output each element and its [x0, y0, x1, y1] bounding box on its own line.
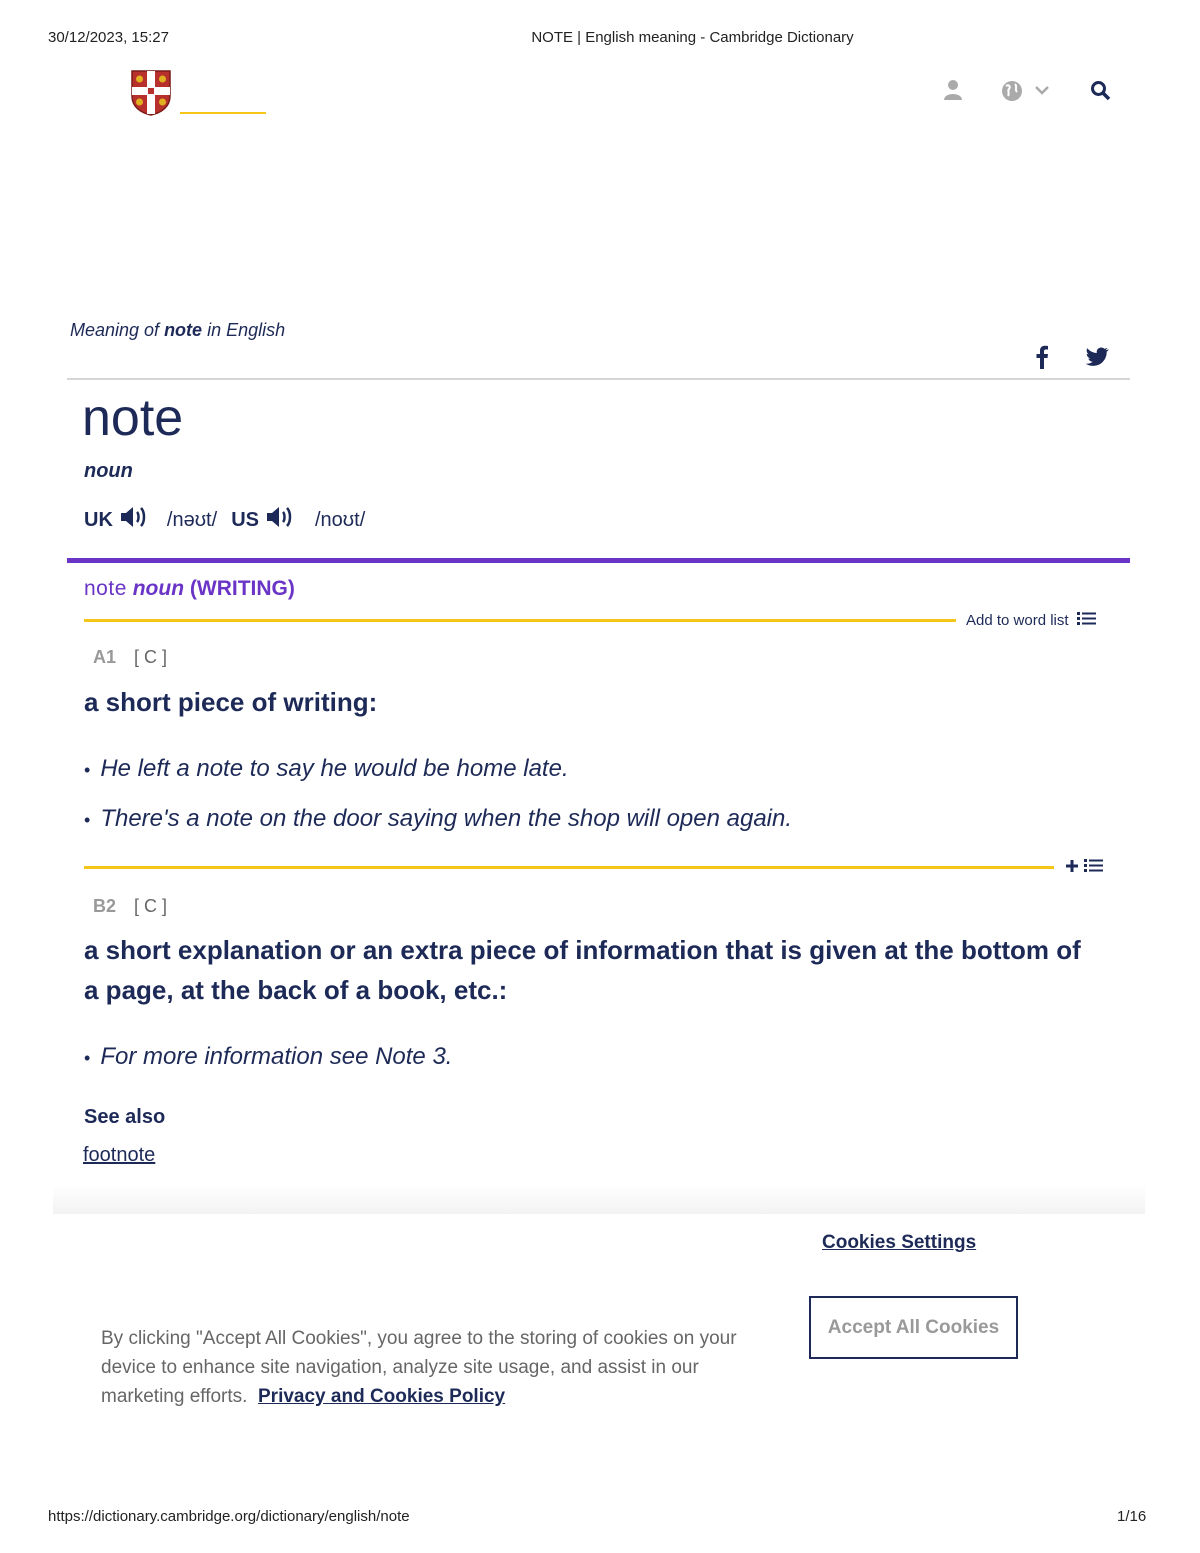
- level-badge: B2: [93, 896, 117, 916]
- print-url: https://dictionary.cambridge.org/dictionary/english/note: [48, 1508, 410, 1525]
- headword: note: [82, 389, 184, 447]
- add-to-word-list-label: Add to word list: [966, 612, 1069, 629]
- meaning-suffix: in English: [202, 320, 286, 340]
- audio-uk-icon[interactable]: [119, 505, 149, 535]
- pron-us-ipa: /noʊt/: [314, 508, 366, 531]
- definition-rule: [84, 619, 956, 622]
- definition-rule: [84, 866, 1054, 869]
- meaning-prefix: Meaning of: [70, 320, 165, 340]
- user-icon[interactable]: [943, 79, 963, 101]
- cookie-text-line: device to enhance site navigation, analyze site usage, and assist in our: [101, 1357, 699, 1378]
- cookie-text-line: [101, 1382, 737, 1411]
- sense-pos: noun: [132, 577, 185, 600]
- see-also-link[interactable]: footnote: [83, 1144, 156, 1166]
- search-icon[interactable]: [1090, 80, 1112, 102]
- twitter-icon[interactable]: [1085, 347, 1109, 367]
- sense-word: note: [84, 577, 127, 600]
- example-text: For more information see Note 3.: [100, 1043, 453, 1070]
- add-to-word-list-button[interactable]: [966, 611, 1096, 630]
- pronunciation-row: [84, 505, 365, 535]
- sense-guideword: (WRITING): [189, 577, 295, 600]
- cookie-text-line3: marketing efforts.: [101, 1386, 248, 1407]
- cookie-banner-shadow: [53, 1184, 1145, 1214]
- pron-uk-label: UK: [84, 508, 113, 531]
- sense-divider: [67, 558, 1130, 563]
- cookies-settings-link[interactable]: Cookies Settings: [822, 1232, 977, 1253]
- meaning-heading: [70, 320, 285, 341]
- definition-text-line-1: a short explanation or an extra piece of information that is given at the bottom of: [84, 935, 1081, 965]
- cookie-text-line: By clicking "Accept All Cookies", you agree to the storing of cookies on your: [101, 1328, 737, 1349]
- sense-heading: [84, 577, 295, 601]
- privacy-policy-link[interactable]: Privacy and Cookies Policy: [258, 1386, 506, 1407]
- example-text: He left a note to say he would be home late.: [100, 755, 569, 782]
- part-of-speech: noun: [84, 460, 133, 482]
- logo-underline: [180, 112, 266, 114]
- chevron-down-icon[interactable]: [1035, 85, 1049, 95]
- print-datetime: 30/12/2023, 15:27: [48, 29, 169, 46]
- bullet: •: [84, 810, 91, 830]
- grammar-code: [ C ]: [134, 896, 168, 916]
- cookie-consent-text: [101, 1324, 737, 1411]
- accept-all-cookies-button[interactable]: Accept All Cookies: [809, 1296, 1018, 1359]
- pron-uk-ipa: /nəʊt/: [166, 508, 218, 531]
- level-badge: A1: [93, 647, 117, 667]
- pron-us-label: US: [231, 508, 259, 531]
- list-icon: [1077, 611, 1096, 630]
- example-text: There's a note on the door saying when the shop will open again.: [100, 805, 793, 832]
- add-to-word-list-button[interactable]: [1066, 858, 1103, 878]
- see-also-label: See also: [84, 1106, 166, 1128]
- entry-top-divider: [67, 378, 1130, 380]
- print-page-title: NOTE | English meaning - Cambridge Dictionary: [531, 29, 854, 46]
- definition-text-line-2: a page, at the back of a book, etc.:: [84, 975, 508, 1005]
- grammar-code: [ C ]: [134, 647, 168, 667]
- example-sentence: [84, 755, 569, 783]
- print-page-number: 1/16: [1117, 1508, 1147, 1525]
- globe-icon[interactable]: [1001, 80, 1023, 102]
- facebook-icon[interactable]: [1035, 345, 1049, 369]
- audio-us-icon[interactable]: [265, 505, 295, 535]
- plus-icon: [1066, 859, 1078, 877]
- bullet: •: [84, 760, 91, 780]
- example-sentence: [84, 1043, 452, 1071]
- cambridge-logo-icon[interactable]: [131, 70, 171, 116]
- example-sentence: [84, 805, 792, 833]
- meaning-word: note: [164, 320, 203, 340]
- bullet: •: [84, 1048, 91, 1068]
- list-icon: [1084, 858, 1103, 878]
- definition-text: a short piece of writing:: [84, 687, 378, 717]
